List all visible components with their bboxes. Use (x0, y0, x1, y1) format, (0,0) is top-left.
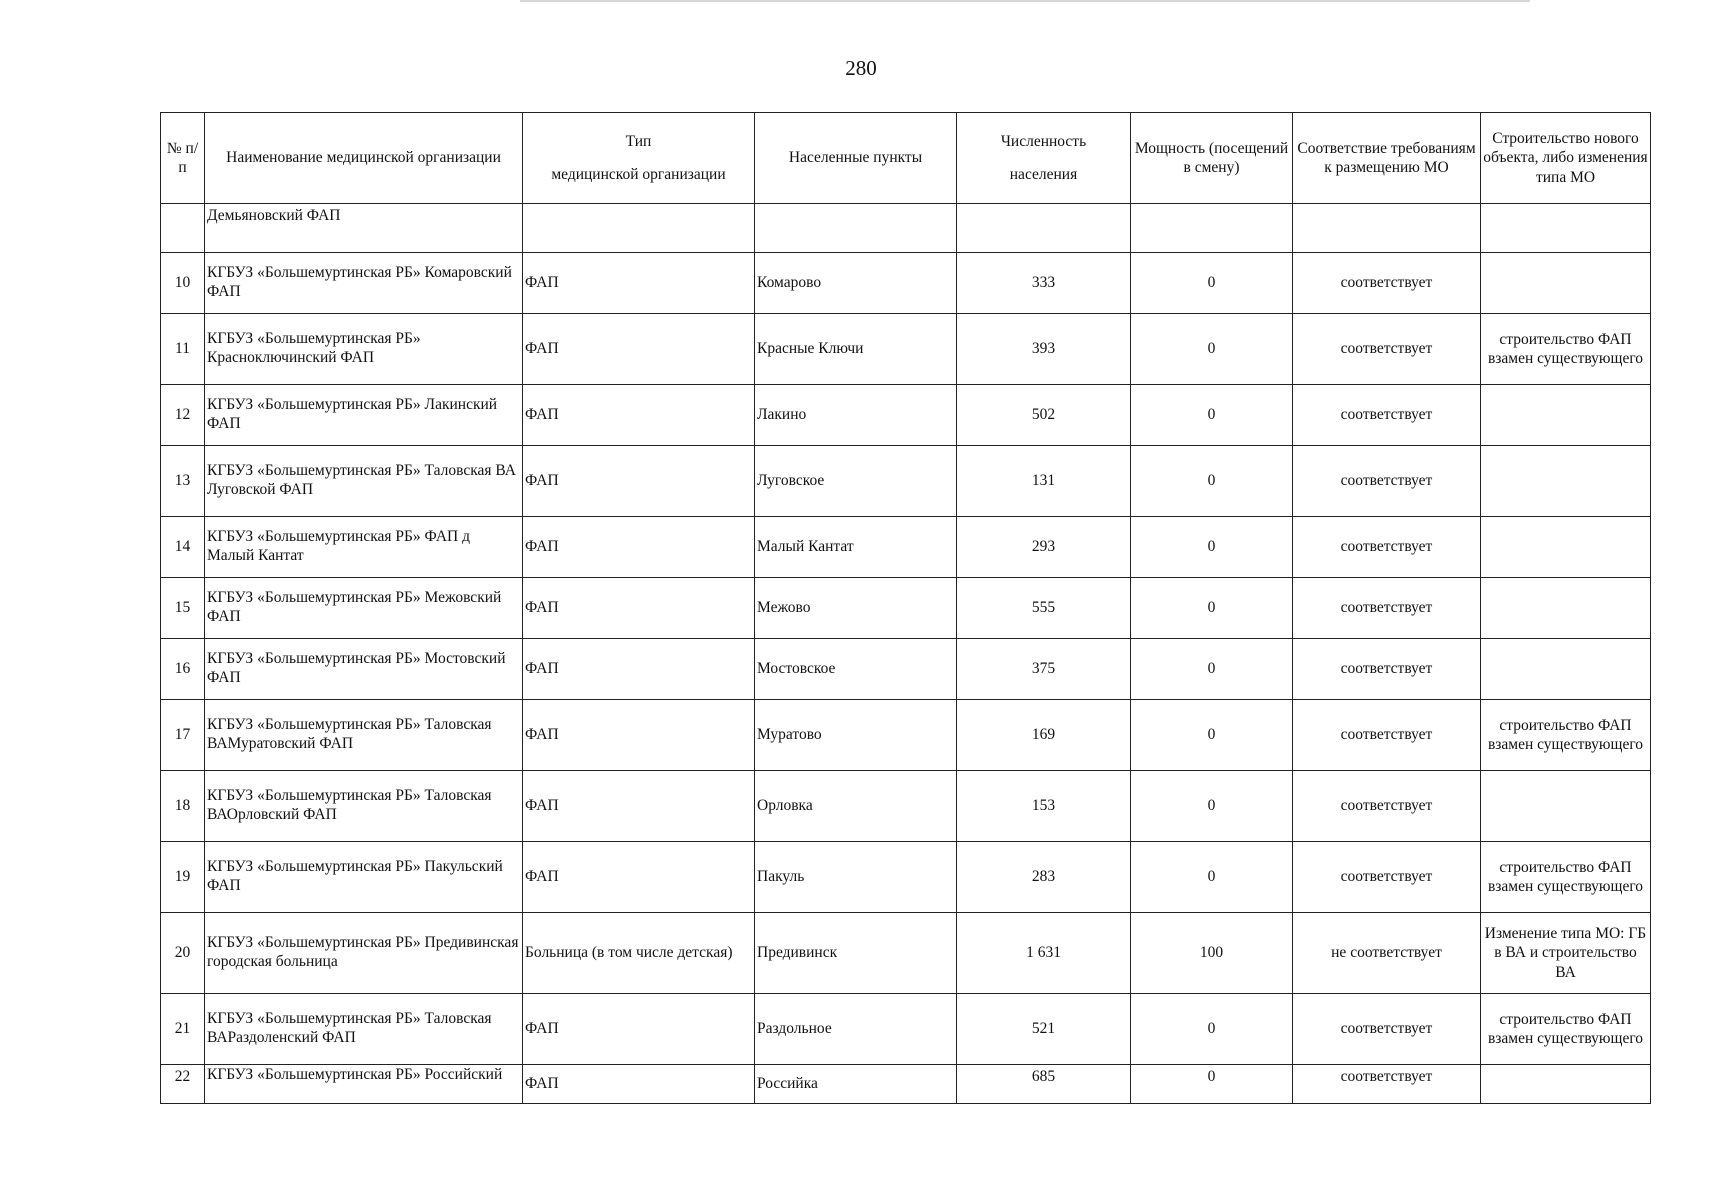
cell-population: 293 (957, 517, 1131, 578)
cell-settlement: Комарово (755, 253, 957, 314)
cell-compliance: соответствует (1293, 578, 1481, 639)
cell-settlement: Предивинск (755, 913, 957, 994)
cell-capacity: 100 (1131, 913, 1293, 994)
cell-row-num: 21 (161, 994, 205, 1065)
cell-settlement: Раздольное (755, 994, 957, 1065)
cell-compliance: соответствует (1293, 994, 1481, 1065)
medical-organizations-table (160, 112, 1651, 1104)
cell-settlement: Мостовское (755, 639, 957, 700)
cell-row-num: 20 (161, 913, 205, 994)
cell-construction: строительство ФАП взамен существующего (1481, 842, 1651, 913)
cell-capacity: 0 (1131, 517, 1293, 578)
cell-construction: строительство ФАП взамен существующего (1481, 994, 1651, 1065)
cell-construction: Изменение типа МО: ГБ в ВА и строительство ВА (1481, 913, 1651, 994)
cell-capacity: 0 (1131, 994, 1293, 1065)
cell-population: 521 (957, 994, 1131, 1065)
cell-row-num: 15 (161, 578, 205, 639)
cell-population: 393 (957, 314, 1131, 385)
header-population (957, 113, 1131, 204)
table-row (161, 446, 1651, 517)
table-header-row (161, 113, 1651, 204)
header-construction: Строительство нового объекта, либо изменения типа МО (1481, 113, 1651, 204)
cell-compliance: соответствует (1293, 253, 1481, 314)
header-population-line2: населения (1009, 166, 1078, 183)
cell-capacity: 0 (1131, 314, 1293, 385)
cell-compliance: соответствует (1293, 700, 1481, 771)
cell-settlement: Лакино (755, 385, 957, 446)
cell-settlement: Красные Ключи (755, 314, 957, 385)
table-row (161, 994, 1651, 1065)
continuation-capacity (1131, 204, 1293, 253)
cell-population: 333 (957, 253, 1131, 314)
cell-compliance: соответствует (1293, 385, 1481, 446)
continuation-type (523, 204, 755, 253)
cell-construction (1481, 578, 1651, 639)
cell-org-name: КГБУЗ «Большемуртинская РБ» Пакульский ФАП (205, 842, 523, 913)
cell-row-num: 16 (161, 639, 205, 700)
header-type (523, 113, 755, 204)
cell-compliance: не соответствует (1293, 913, 1481, 994)
cell-construction (1481, 385, 1651, 446)
cell-construction (1481, 1065, 1651, 1104)
cell-settlement: Пакуль (755, 842, 957, 913)
table-row (161, 771, 1651, 842)
cell-population: 555 (957, 578, 1131, 639)
cell-org-type: ФАП (523, 639, 755, 700)
cell-capacity: 0 (1131, 578, 1293, 639)
continuation-num (161, 204, 205, 253)
cell-row-num: 13 (161, 446, 205, 517)
cell-org-type: Больница (в том числе детская) (523, 913, 755, 994)
header-num: № п/п (161, 113, 205, 204)
cell-settlement: Российка (755, 1065, 957, 1104)
cell-org-type: ФАП (523, 842, 755, 913)
table-row (161, 385, 1651, 446)
cell-construction (1481, 639, 1651, 700)
cell-construction: строительство ФАП взамен существующего (1481, 314, 1651, 385)
cell-org-name: КГБУЗ «Большемуртинская РБ» Таловская ВА Луговской ФАП (205, 446, 523, 517)
header-name (205, 113, 523, 204)
cell-capacity: 0 (1131, 842, 1293, 913)
cell-settlement: Малый Кантат (755, 517, 957, 578)
table-row (161, 700, 1651, 771)
cell-compliance: соответствует (1293, 314, 1481, 385)
cell-population: 131 (957, 446, 1131, 517)
cell-population: 153 (957, 771, 1131, 842)
cell-compliance: соответствует (1293, 446, 1481, 517)
cell-capacity: 0 (1131, 771, 1293, 842)
cell-org-type: ФАП (523, 446, 755, 517)
continuation-compliance (1293, 204, 1481, 253)
table-row (161, 517, 1651, 578)
cell-compliance: соответствует (1293, 639, 1481, 700)
cell-org-name: КГБУЗ «Большемуртинская РБ» Российский (205, 1065, 523, 1104)
cell-capacity: 0 (1131, 385, 1293, 446)
table-row (161, 639, 1651, 700)
cell-org-name: КГБУЗ «Большемуртинская РБ» Таловская ВАМуратовский ФАП (205, 700, 523, 771)
cell-row-num: 12 (161, 385, 205, 446)
cell-compliance: соответствует (1293, 1065, 1481, 1104)
cell-settlement: Муратово (755, 700, 957, 771)
cell-population: 502 (957, 385, 1131, 446)
cell-settlement: Луговское (755, 446, 957, 517)
header-compliance: Соответствие требованиям к размещению МО (1293, 113, 1481, 204)
cell-org-name: КГБУЗ «Большемуртинская РБ» Комаровский ФАП (205, 253, 523, 314)
cell-population: 169 (957, 700, 1131, 771)
cell-settlement: Межово (755, 578, 957, 639)
continuation-construction (1481, 204, 1651, 253)
cell-compliance: соответствует (1293, 842, 1481, 913)
table-continuation-row (161, 204, 1651, 253)
cell-org-name: КГБУЗ «Большемуртинская РБ» Таловская ВАОрловский ФАП (205, 771, 523, 842)
table-row (161, 314, 1651, 385)
page-number: 280 (845, 56, 877, 80)
cell-org-name: КГБУЗ «Большемуртинская РБ» Предивинская городская больница (205, 913, 523, 994)
cell-org-type: ФАП (523, 385, 755, 446)
cell-row-num: 17 (161, 700, 205, 771)
header-population-line1: Численность (1000, 132, 1087, 150)
cell-org-type: ФАП (523, 771, 755, 842)
cell-org-name: КГБУЗ «Большемуртинская РБ» Лакинский ФАП (205, 385, 523, 446)
continuation-settlement (755, 204, 957, 253)
scan-top-line (520, 0, 1530, 2)
cell-row-num: 22 (161, 1065, 205, 1104)
header-type-line1: Тип (625, 132, 652, 150)
cell-settlement: Орловка (755, 771, 957, 842)
cell-row-num: 14 (161, 517, 205, 578)
cell-org-name: КГБУЗ «Большемуртинская РБ» Красноключинский ФАП (205, 314, 523, 385)
cell-org-name: КГБУЗ «Большемуртинская РБ» ФАП д Малый Кантат (205, 517, 523, 578)
cell-construction (1481, 771, 1651, 842)
cell-org-type: ФАП (523, 700, 755, 771)
cell-construction (1481, 253, 1651, 314)
cell-population: 375 (957, 639, 1131, 700)
cell-org-type: ФАП (523, 314, 755, 385)
cell-capacity: 0 (1131, 446, 1293, 517)
cell-org-name: КГБУЗ «Большемуртинская РБ» Межовский ФАП (205, 578, 523, 639)
cell-capacity: 0 (1131, 639, 1293, 700)
continuation-name: Демьяновский ФАП (205, 204, 523, 253)
cell-construction (1481, 446, 1651, 517)
cell-org-type: ФАП (523, 1065, 755, 1104)
cell-row-num: 19 (161, 842, 205, 913)
cell-row-num: 10 (161, 253, 205, 314)
header-type-line2: медицинской организации (551, 166, 726, 183)
cell-org-type: ФАП (523, 253, 755, 314)
table-row (161, 578, 1651, 639)
cell-compliance: соответствует (1293, 771, 1481, 842)
cell-row-num: 18 (161, 771, 205, 842)
cell-construction: строительство ФАП взамен существующего (1481, 700, 1651, 771)
continuation-population (957, 204, 1131, 253)
cell-population: 283 (957, 842, 1131, 913)
cell-org-type: ФАП (523, 994, 755, 1065)
header-name-label: Наименование медицинской организации (226, 149, 501, 167)
cell-population: 685 (957, 1065, 1131, 1104)
cell-capacity: 0 (1131, 253, 1293, 314)
cell-org-type: ФАП (523, 517, 755, 578)
cell-compliance: соответствует (1293, 517, 1481, 578)
table-row (161, 253, 1651, 314)
header-settlements: Населенные пункты (755, 113, 957, 204)
cell-org-name: КГБУЗ «Большемуртинская РБ» Таловская ВАРаздоленский ФАП (205, 994, 523, 1065)
cell-population: 1 631 (957, 913, 1131, 994)
cell-row-num: 11 (161, 314, 205, 385)
cell-org-type: ФАП (523, 578, 755, 639)
table-row (161, 1065, 1651, 1104)
cell-capacity: 0 (1131, 1065, 1293, 1104)
cell-capacity: 0 (1131, 700, 1293, 771)
cell-construction (1481, 517, 1651, 578)
header-capacity: Мощность (посещений в смену) (1131, 113, 1293, 204)
table-row (161, 913, 1651, 994)
table-row (161, 842, 1651, 913)
cell-org-name: КГБУЗ «Большемуртинская РБ» Мостовский ФАП (205, 639, 523, 700)
